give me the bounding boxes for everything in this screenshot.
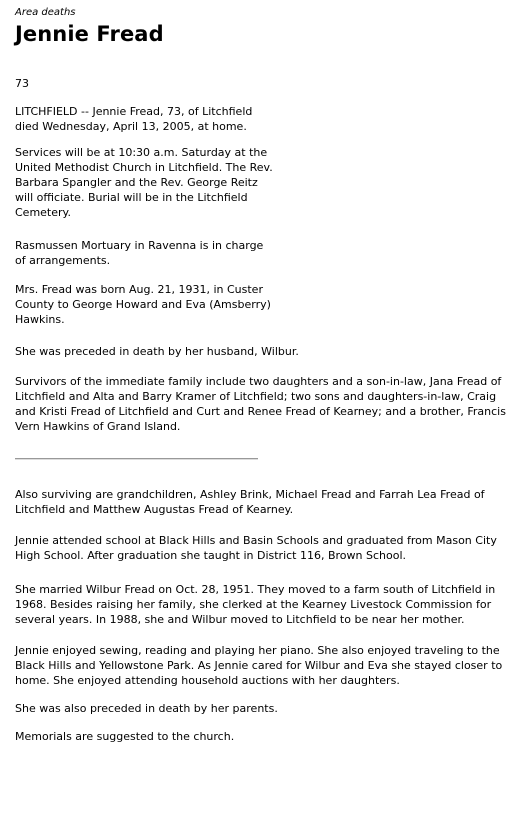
paragraph-marriage: She married Wilbur Fread on Oct. 28, 1951. They moved to a farm south of Litchfield in 1968. Besides raising her family, she clerked at the Kearney Livestock Commission for several years. In 1988, she and Wilbur moved to Litchfield to be near her mother. xyxy=(15,583,496,626)
paragraph-announcement: LITCHFIELD -- Jennie Fread, 73, of Litchfield died Wednesday, April 13, 2005, at home. xyxy=(15,105,253,133)
article-title: Jennie Fread xyxy=(15,22,164,46)
paragraph-birth: Mrs. Fread was born Aug. 21, 1931, in Custer County to George Howard and Eva (Amsberry) Hawkins. xyxy=(15,283,271,326)
paragraph-services: Services will be at 10:30 a.m. Saturday at the United Methodist Church in Litchfield. The Rev. Barbara Spangler and the Rev. George Reitz will officiate. Burial will be in the Litchfield Cemetery. xyxy=(15,146,273,219)
section-divider xyxy=(15,458,258,460)
paragraph-grandchildren: Also surviving are grandchildren, Ashley Brink, Michael Fread and Farrah Lea Fread of Litchfield and Matthew Augustas Fread of Kearney. xyxy=(15,488,485,516)
section-label: Area deaths xyxy=(15,7,76,18)
paragraph-hobbies: Jennie enjoyed sewing, reading and playing her piano. She also enjoyed traveling to the Black Hills and Yellowstone Park. As Jennie cared for Wilbur and Eva she stayed closer to home. She enjoyed attending household auctions with her daughters. xyxy=(15,644,503,687)
paragraph-education: Jennie attended school at Black Hills and Basin Schools and graduated from Mason City High School. After graduation she taught in District 116, Brown School. xyxy=(15,534,497,562)
obituary-article xyxy=(15,6,515,744)
paragraph-memorials: Memorials are suggested to the church. xyxy=(15,730,235,743)
paragraph-survivors: Survivors of the immediate family include two daughters and a son-in-law, Jana Fread of Litchfield and Alta and Barry Kramer of Litchfield; two sons and daughters-in-law, Craig and Kristi Fread of Litchfield and Curt and Renee Fread of Kearney; and a brother, Francis Vern Hawkins of Grand Island. xyxy=(15,375,506,433)
paragraph-preceded-husband: She was preceded in death by her husband, Wilbur. xyxy=(15,345,299,358)
paragraph-preceded-parents: She was also preceded in death by her parents. xyxy=(15,702,278,715)
age-line: 73 xyxy=(15,77,29,90)
paragraph-arrangements: Rasmussen Mortuary in Ravenna is in charge of arrangements. xyxy=(15,239,264,267)
